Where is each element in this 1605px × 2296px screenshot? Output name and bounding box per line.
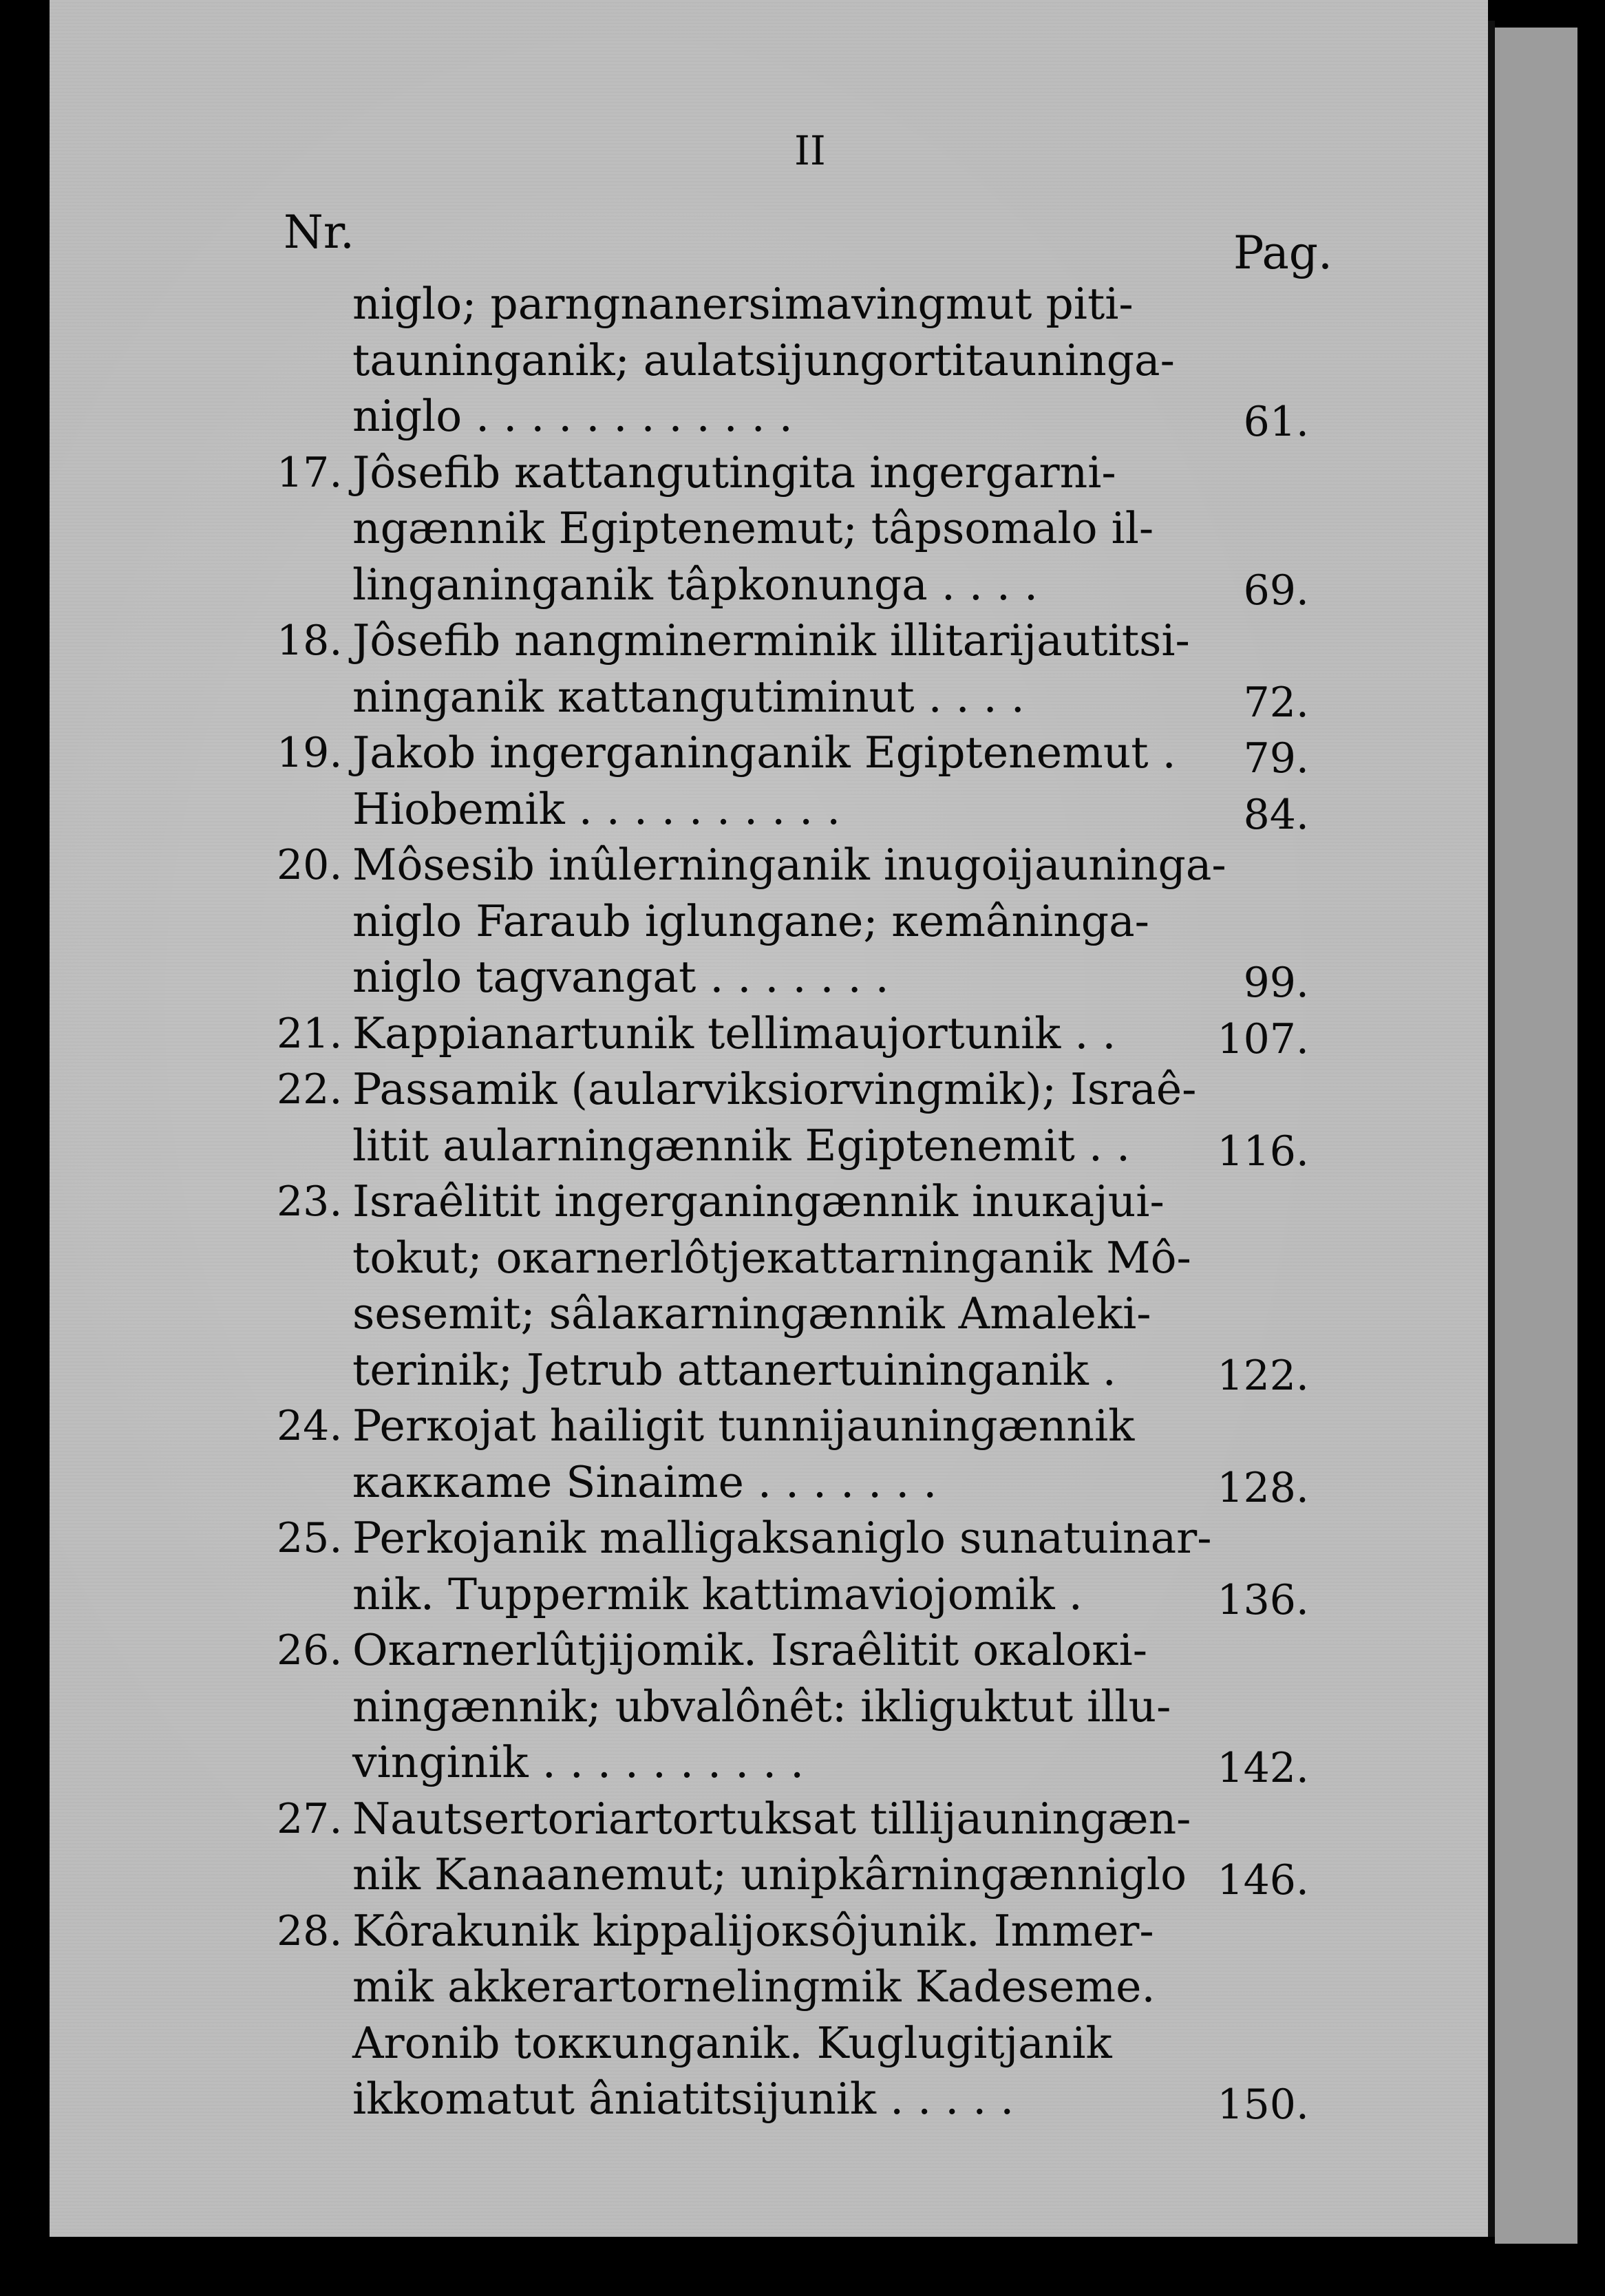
- entry-number: 22.: [277, 1065, 343, 1114]
- entry-title-line: sesemit; sâlaкarningænnik Amaleki-: [352, 1288, 1151, 1339]
- entry-number: 18.: [277, 617, 343, 665]
- entry-page-number: 72.: [1243, 678, 1309, 727]
- entry-page-number: 136.: [1217, 1575, 1309, 1624]
- entry-title-line: mik akkerartornelingmik Kadeseme.: [352, 1962, 1156, 2012]
- entry-page-number: 84.: [1243, 790, 1309, 839]
- entry-title-line: nik. Tuppermik kattimaviojomik .: [352, 1569, 1083, 1619]
- entry-page-number: 116.: [1217, 1127, 1309, 1176]
- entry-title-line: vinginik . . . . . . . . . .: [352, 1737, 805, 1787]
- entry-page-number: 69.: [1243, 566, 1309, 615]
- entry-title-line: Kôrakunik kippalijoкsôjunik. Immer-: [352, 1905, 1154, 1956]
- column-header-nr: Nr.: [284, 206, 355, 259]
- entry-number: 25.: [277, 1514, 343, 1562]
- folio-number: II: [794, 127, 826, 174]
- facing-page-edge: [1495, 28, 1577, 2244]
- entry-title-line: Jakob ingerganinganik Egiptenemut .: [352, 727, 1176, 778]
- entry-title-line: niglo Faraub iglungane; кemâninga-: [352, 895, 1149, 946]
- entry-number: 27.: [277, 1794, 343, 1843]
- entry-page-number: 107.: [1217, 1014, 1309, 1063]
- entry-page-number: 79.: [1243, 734, 1309, 783]
- scan-border: [1577, 28, 1605, 2296]
- page-paper: [50, 0, 1488, 2237]
- column-header-pag: Pag.: [1233, 226, 1333, 279]
- entry-title-line: ngænnik Egiptenemut; tâpsomalo il-: [352, 503, 1154, 553]
- entry-number: 26.: [277, 1626, 343, 1675]
- entry-title-line: niglo; parngnanersimavingmut piti-: [352, 279, 1134, 329]
- entry-title-line: linganinganik tâpkonunga . . . .: [352, 559, 1039, 610]
- entry-number: 17.: [277, 448, 343, 497]
- entry-title-line: Môsesib inûlerninganik inugoijauninga-: [352, 840, 1226, 890]
- entry-number: 24.: [277, 1402, 343, 1450]
- entry-title-line: ikkomatut âniatitsijunik . . . . .: [352, 2074, 1014, 2124]
- entry-page-number: 122.: [1217, 1351, 1309, 1400]
- entry-title-line: Passamik (aularviksiorvingmik); Israê-: [352, 1064, 1197, 1114]
- entry-page-number: 150.: [1217, 2081, 1309, 2129]
- entry-title-line: Oкarnerlûtjijomik. Israêlitit oкaloкi-: [352, 1625, 1148, 1675]
- entry-page-number: 99.: [1243, 959, 1309, 1007]
- entry-title-line: Aronib toккunganik. Kuglugitjanik: [352, 2017, 1112, 2068]
- entry-page-number: 142.: [1217, 1744, 1309, 1792]
- entry-title-line: Perkojanik malligaksaniglo sunatuinar-: [352, 1513, 1212, 1563]
- entry-title-line: litit aularningænnik Egiptenemit . .: [352, 1120, 1130, 1171]
- entry-number: 21.: [277, 1009, 343, 1058]
- entry-number: 28.: [277, 1906, 343, 1955]
- entry-title-line: Kappianartunik tellimaujortunik . .: [352, 1008, 1116, 1059]
- entry-page-number: 61.: [1243, 398, 1309, 446]
- entry-title-line: terinik; Jetrub attanertuininganik .: [352, 1344, 1116, 1395]
- entry-title-line: ningænnik; ubvalônêt: ikliguktut illu-: [352, 1681, 1171, 1732]
- entry-title-line: Perкojat hailigit tunnijauningænnik: [352, 1401, 1135, 1451]
- entry-title-line: niglo . . . . . . . . . . . .: [352, 391, 793, 441]
- entry-title-line: Jôsefib кattangutingita ingergarni-: [352, 447, 1116, 498]
- entry-page-number: 128.: [1217, 1463, 1309, 1512]
- entry-title-line: niglo tagvangat . . . . . . .: [352, 952, 889, 1002]
- entry-number: 23.: [277, 1178, 343, 1226]
- entry-page-number: 146.: [1217, 1856, 1309, 1904]
- entry-title-line: ninganik кattangutiminut . . . .: [352, 671, 1025, 722]
- entry-title-line: Hiobemik . . . . . . . . . .: [352, 783, 841, 834]
- entry-title-line: Israêlitit ingerganingænnik inuкajui-: [352, 1176, 1165, 1226]
- book-gutter: [1488, 21, 1495, 2237]
- entry-title-line: nik Kanaanemut; unipkârningænniglo: [352, 1849, 1187, 1900]
- entry-title-line: кaккame Sinaime . . . . . . .: [352, 1456, 937, 1507]
- entry-title-line: tauninganik; aulatsijungortitauninga-: [352, 334, 1175, 385]
- entry-number: 20.: [277, 841, 343, 889]
- entry-title-line: Jôsefib nangminerminik illitarijautitsi-: [352, 615, 1190, 666]
- entry-number: 19.: [277, 729, 343, 777]
- entry-title-line: tokut; oкarnerlôtjeкattarninganik Mô-: [352, 1232, 1191, 1283]
- entry-title-line: Nautsertoriartortuksat tillijauningæn-: [352, 1793, 1191, 1844]
